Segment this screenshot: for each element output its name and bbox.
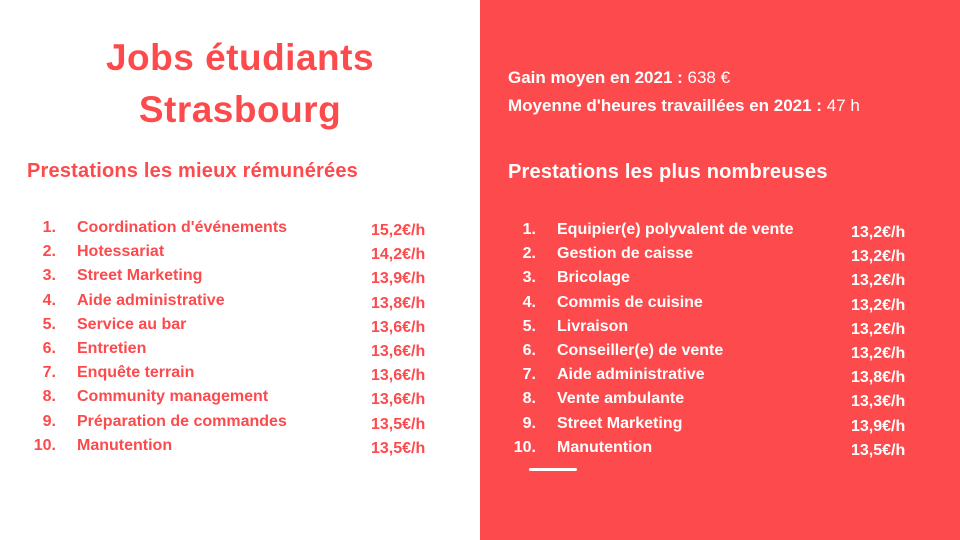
list-item xyxy=(496,439,952,463)
rate-value: 13,2€/h xyxy=(851,320,906,338)
stat-label: Gain moyen en 2021 : xyxy=(508,68,688,87)
rank-number: 3. xyxy=(522,269,536,287)
stat-line-gain xyxy=(508,64,860,92)
list-item xyxy=(496,245,952,269)
job-label: Manutention xyxy=(557,438,653,456)
job-label: Aide administrative xyxy=(557,366,705,384)
list-item xyxy=(496,390,952,414)
rate-value: 15,2€/h xyxy=(371,222,426,239)
rate-value: 13,5€/h xyxy=(851,441,906,459)
job-label: Conseiller(e) de vente xyxy=(557,341,724,359)
list-item xyxy=(16,437,472,461)
stat-value: 47 h xyxy=(826,96,860,115)
stat-line-hours xyxy=(508,92,860,120)
list-item xyxy=(496,415,952,439)
rank-number: 5. xyxy=(522,317,536,335)
rate-value: 13,6€/h xyxy=(371,318,426,336)
rate-value: 13,9€/h xyxy=(851,417,906,435)
list-item xyxy=(496,221,952,245)
list-item xyxy=(496,294,952,318)
rate-value: 13,2€/h xyxy=(851,344,906,362)
list-item xyxy=(496,318,952,342)
left-section-heading: Prestations les mieux rémunérées xyxy=(27,160,358,182)
rate-value: 13,5€/h xyxy=(371,415,426,433)
list-item xyxy=(16,219,472,243)
page-title xyxy=(0,32,480,136)
list-item xyxy=(16,243,472,267)
list-item xyxy=(496,342,952,366)
job-label: Equipier(e) polyvalent de vente xyxy=(557,221,794,238)
rate-value: 13,6€/h xyxy=(371,367,426,385)
rate-value: 13,2€/h xyxy=(851,224,906,241)
rate-value: 13,9€/h xyxy=(371,270,426,288)
rank-number: 1. xyxy=(522,221,536,238)
job-label: Gestion de caisse xyxy=(557,245,694,263)
job-label: Hotessariat xyxy=(77,243,165,261)
rank-number: 10. xyxy=(33,436,56,454)
rank-number: 7. xyxy=(522,366,536,384)
job-label: Manutention xyxy=(77,436,173,454)
list-item xyxy=(16,413,472,437)
rank-number: 8. xyxy=(42,388,56,406)
list-item xyxy=(16,340,472,364)
job-label: Service au bar xyxy=(77,315,187,333)
job-label: Street Marketing xyxy=(77,267,203,285)
rank-number: 9. xyxy=(42,412,56,430)
rate-value: 13,5€/h xyxy=(371,439,426,457)
job-label: Entretien xyxy=(77,339,147,357)
list-item xyxy=(496,366,952,390)
rate-value: 13,2€/h xyxy=(851,296,906,314)
right-section-heading: Prestations les plus nombreuses xyxy=(508,161,828,183)
job-label: Commis de cuisine xyxy=(557,293,703,311)
rank-number: 10. xyxy=(513,438,536,456)
rank-number: 4. xyxy=(522,293,536,311)
rate-value: 13,8€/h xyxy=(851,369,906,387)
list-item xyxy=(16,292,472,316)
rank-number: 1. xyxy=(42,219,56,236)
stat-label: Moyenne d'heures travaillées en 2021 : xyxy=(508,96,827,115)
list-end-underline xyxy=(529,468,577,471)
list-item xyxy=(16,267,472,291)
rank-number: 4. xyxy=(42,291,56,309)
most-numerous-list xyxy=(496,221,952,463)
job-label: Livraison xyxy=(557,317,629,335)
title-line-2: Strasbourg xyxy=(138,89,342,130)
title-line-1: Jobs étudiants xyxy=(105,37,375,78)
rank-number: 8. xyxy=(522,390,536,408)
rate-value: 13,2€/h xyxy=(851,248,906,266)
list-item xyxy=(16,364,472,388)
job-label: Coordination d'événements xyxy=(77,219,288,236)
rate-value: 13,6€/h xyxy=(371,342,426,360)
rank-number: 7. xyxy=(42,364,56,382)
job-label: Bricolage xyxy=(557,269,630,287)
right-panel xyxy=(480,0,960,540)
stats-block xyxy=(508,64,860,120)
rate-value: 13,2€/h xyxy=(851,272,906,290)
job-label: Community management xyxy=(77,388,269,406)
list-item xyxy=(16,388,472,412)
stat-value: 638 € xyxy=(687,68,731,87)
rank-number: 5. xyxy=(42,315,56,333)
rank-number: 3. xyxy=(42,267,56,285)
rate-value: 13,8€/h xyxy=(371,294,426,312)
job-label: Aide administrative xyxy=(77,291,225,309)
best-paid-list xyxy=(16,219,472,461)
job-label: Vente ambulante xyxy=(557,390,685,408)
job-label: Enquête terrain xyxy=(77,364,195,382)
list-item xyxy=(496,269,952,293)
rank-number: 9. xyxy=(522,414,536,432)
rate-value: 13,6€/h xyxy=(371,391,426,409)
rate-value: 13,3€/h xyxy=(851,393,906,411)
list-item xyxy=(16,316,472,340)
rank-number: 2. xyxy=(522,245,536,263)
rate-value: 14,2€/h xyxy=(371,246,426,264)
rank-number: 2. xyxy=(42,243,56,261)
rank-number: 6. xyxy=(522,341,536,359)
rank-number: 6. xyxy=(42,339,56,357)
job-label: Street Marketing xyxy=(557,414,683,432)
job-label: Préparation de commandes xyxy=(77,412,287,430)
